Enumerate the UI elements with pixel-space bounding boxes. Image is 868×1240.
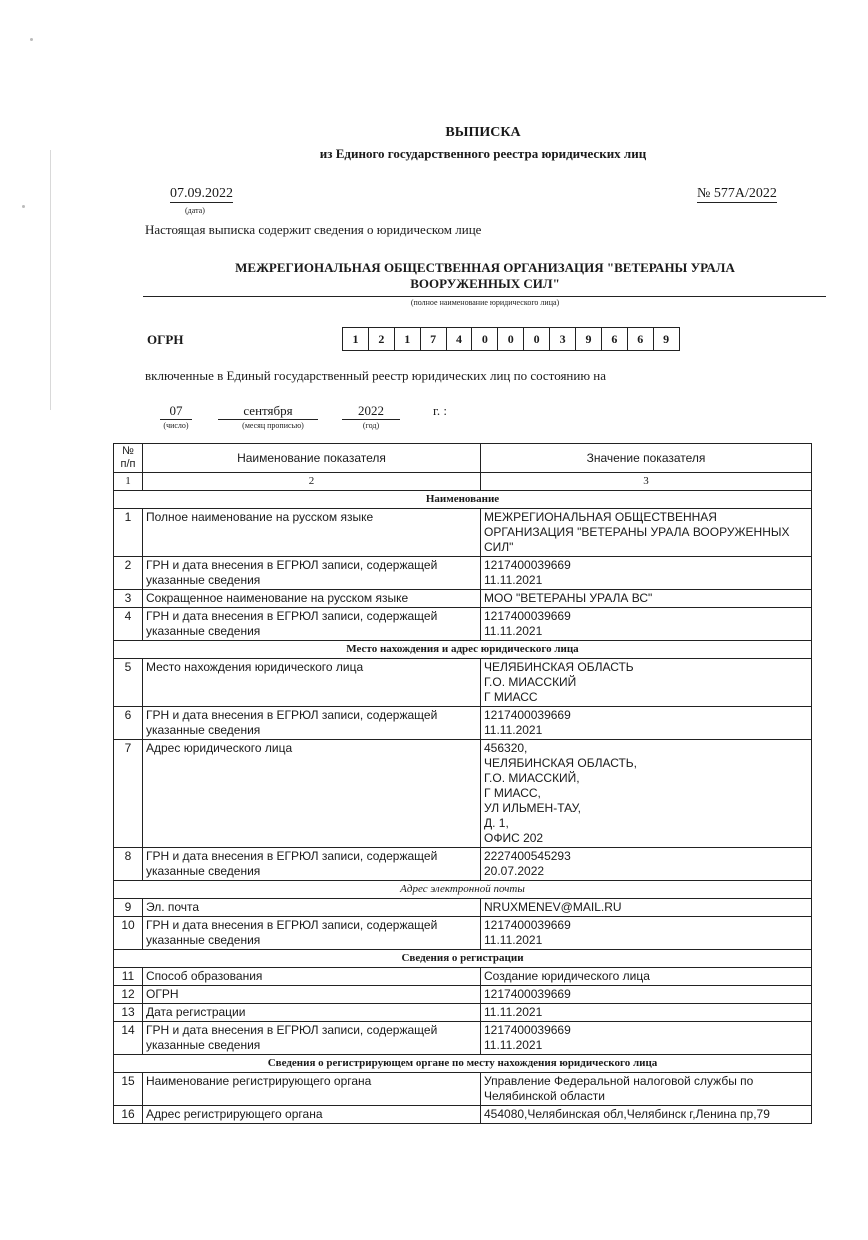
- column-index: 3: [481, 473, 812, 491]
- row-number-cell: 3: [114, 590, 143, 608]
- ogrn-digit-box: 0: [498, 327, 524, 351]
- indicator-value-cell: МОО "ВЕТЕРАНЫ УРАЛА ВС": [481, 590, 812, 608]
- indicator-name-cell: ГРН и дата внесения в ЕГРЮЛ записи, содержащей указанные сведения: [143, 917, 481, 950]
- indicator-name-cell: ГРН и дата внесения в ЕГРЮЛ записи, содержащей указанные сведения: [143, 707, 481, 740]
- table-row: [114, 659, 812, 707]
- section-title: Место нахождения и адрес юридического лица: [114, 641, 812, 659]
- section-header-row: [114, 1055, 812, 1073]
- table-row: [114, 1004, 812, 1022]
- table-row: [114, 1073, 812, 1106]
- scan-speck: [22, 205, 25, 208]
- section-title: Сведения о регистрирующем органе по месту нахождения юридического лица: [114, 1055, 812, 1073]
- row-number-cell: 9: [114, 899, 143, 917]
- ogrn-digit-box: 2: [369, 327, 395, 351]
- indicator-value-cell: 11.11.2021: [481, 1004, 812, 1022]
- state-year: 2022: [342, 403, 400, 420]
- ogrn-digit-box: 6: [602, 327, 628, 351]
- column-index: 1: [114, 473, 143, 491]
- indicator-name-cell: Место нахождения юридического лица: [143, 659, 481, 707]
- indicator-name-cell: Способ образования: [143, 968, 481, 986]
- ogrn-digit-box: 9: [576, 327, 602, 351]
- indicator-name-cell: ОГРН: [143, 986, 481, 1004]
- issue-date: 07.09.2022: [170, 186, 233, 201]
- section-header-row: [114, 881, 812, 899]
- row-number-cell: 6: [114, 707, 143, 740]
- indicator-name-cell: ГРН и дата внесения в ЕГРЮЛ записи, содержащей указанные сведения: [143, 848, 481, 881]
- document-subtitle: из Единого государственного реестра юридических лиц: [319, 146, 647, 161]
- indicator-name-cell: ГРН и дата внесения в ЕГРЮЛ записи, содержащей указанные сведения: [143, 1022, 481, 1055]
- document-number: № 577А/2022: [697, 186, 777, 201]
- state-as-of-text: включенные в Единый государственный реестр юридических лиц по состоянию на: [145, 368, 607, 383]
- ogrn-digit-box: 1: [395, 327, 421, 351]
- state-month-caption: (месяц прописью): [242, 421, 304, 430]
- indicator-value-cell: 2227400545293 20.07.2022: [481, 848, 812, 881]
- ogrn-digit-box: 9: [654, 327, 680, 351]
- section-header-row: [114, 491, 812, 509]
- table-header-row: [114, 444, 812, 473]
- row-number-cell: 13: [114, 1004, 143, 1022]
- indicator-name-cell: Полное наименование на русском языке: [143, 509, 481, 557]
- column-index: 2: [143, 473, 481, 491]
- indicator-name-cell: Эл. почта: [143, 899, 481, 917]
- table-row: [114, 968, 812, 986]
- issue-date-caption: (дата): [185, 206, 205, 215]
- indicator-value-cell: NRUXMENEV@MAIL.RU: [481, 899, 812, 917]
- indicator-name-cell: Наименование регистрирующего органа: [143, 1073, 481, 1106]
- indicator-name-cell: Адрес регистрирующего органа: [143, 1106, 481, 1124]
- ogrn-label: ОГРН: [147, 332, 184, 347]
- indicator-value-cell: Создание юридического лица: [481, 968, 812, 986]
- section-header-row: [114, 641, 812, 659]
- ogrn-digit-box: 7: [421, 327, 447, 351]
- state-year-caption: (год): [362, 421, 380, 430]
- indicator-value-cell: Управление Федеральной налоговой службы по Челябинской области: [481, 1073, 812, 1106]
- organization-name: [145, 260, 825, 292]
- table-row: [114, 509, 812, 557]
- ogrn-digit-box: 0: [524, 327, 550, 351]
- indicator-value-cell: 1217400039669 11.11.2021: [481, 917, 812, 950]
- row-number-cell: 16: [114, 1106, 143, 1124]
- state-day: 07: [160, 403, 192, 420]
- column-header-name: Наименование показателя: [143, 444, 481, 473]
- indicator-value-cell: 454080,Челябинская обл,Челябинск г,Ленина пр,79: [481, 1106, 812, 1124]
- indicator-name-cell: Адрес юридического лица: [143, 740, 481, 848]
- indicator-value-cell: 1217400039669: [481, 986, 812, 1004]
- ogrn-digit-box: 0: [472, 327, 498, 351]
- table-row: [114, 848, 812, 881]
- state-month: сентября: [218, 403, 318, 420]
- ogrn-digit-box: 1: [343, 327, 369, 351]
- table-row: [114, 986, 812, 1004]
- register-table: [113, 443, 812, 1124]
- column-header-value: Значение показателя: [481, 444, 812, 473]
- row-number-cell: 10: [114, 917, 143, 950]
- state-year-suffix: г. :: [433, 403, 447, 418]
- scan-margin-line: [50, 150, 51, 410]
- indicator-value-cell: 456320, ЧЕЛЯБИНСКАЯ ОБЛАСТЬ, Г.О. МИАССКИЙ, Г МИАСС, УЛ ИЛЬМЕН-ТАУ, Д. 1, ОФИС 202: [481, 740, 812, 848]
- section-title: Адрес электронной почты: [114, 881, 812, 899]
- row-number-cell: 7: [114, 740, 143, 848]
- ogrn-digit-box: 3: [550, 327, 576, 351]
- organization-name-caption: (полное наименование юридического лица): [410, 298, 560, 307]
- intro-text: Настоящая выписка содержит сведения о юридическом лице: [145, 222, 482, 237]
- table-row: [114, 917, 812, 950]
- row-number-cell: 4: [114, 608, 143, 641]
- table-row: [114, 608, 812, 641]
- indicator-name-cell: Дата регистрации: [143, 1004, 481, 1022]
- indicator-value-cell: 1217400039669 11.11.2021: [481, 557, 812, 590]
- table-row: [114, 707, 812, 740]
- row-number-cell: 11: [114, 968, 143, 986]
- table-row: [114, 557, 812, 590]
- table-row: [114, 740, 812, 848]
- scan-speck: [30, 38, 33, 41]
- row-number-cell: 14: [114, 1022, 143, 1055]
- indicator-value-cell: 1217400039669 11.11.2021: [481, 608, 812, 641]
- organization-name-line-1: МЕЖРЕГИОНАЛЬНАЯ ОБЩЕСТВЕННАЯ ОРГАНИЗАЦИЯ "ВЕТЕРАНЫ УРАЛА: [235, 260, 735, 275]
- table-row: [114, 899, 812, 917]
- column-header-number: № п/п: [114, 444, 143, 473]
- section-title: Сведения о регистрации: [114, 950, 812, 968]
- ogrn-digit-box: 4: [447, 327, 473, 351]
- indicator-name-cell: ГРН и дата внесения в ЕГРЮЛ записи, содержащей указанные сведения: [143, 557, 481, 590]
- section-title: Наименование: [114, 491, 812, 509]
- state-day-caption: (число): [163, 421, 189, 430]
- table-row: [114, 590, 812, 608]
- indicator-name-cell: ГРН и дата внесения в ЕГРЮЛ записи, содержащей указанные сведения: [143, 608, 481, 641]
- row-number-cell: 15: [114, 1073, 143, 1106]
- row-number-cell: 8: [114, 848, 143, 881]
- indicator-value-cell: 1217400039669 11.11.2021: [481, 1022, 812, 1055]
- row-number-cell: 12: [114, 986, 143, 1004]
- indicator-name-cell: Сокращенное наименование на русском языке: [143, 590, 481, 608]
- indicator-value-cell: 1217400039669 11.11.2021: [481, 707, 812, 740]
- document-title: ВЫПИСКА: [445, 125, 521, 140]
- section-header-row: [114, 950, 812, 968]
- table-row: [114, 1022, 812, 1055]
- ogrn-digit-boxes: [342, 327, 680, 351]
- organization-name-line-2: ВООРУЖЕННЫХ СИЛ": [410, 276, 560, 291]
- ogrn-digit-box: 6: [628, 327, 654, 351]
- row-number-cell: 2: [114, 557, 143, 590]
- indicator-value-cell: МЕЖРЕГИОНАЛЬНАЯ ОБЩЕСТВЕННАЯ ОРГАНИЗАЦИЯ "ВЕТЕРАНЫ УРАЛА ВООРУЖЕННЫХ СИЛ": [481, 509, 812, 557]
- indicator-value-cell: ЧЕЛЯБИНСКАЯ ОБЛАСТЬ Г.О. МИАССКИЙ Г МИАСС: [481, 659, 812, 707]
- table-row: [114, 1106, 812, 1124]
- row-number-cell: 1: [114, 509, 143, 557]
- row-number-cell: 5: [114, 659, 143, 707]
- organization-name-rule: [143, 296, 826, 297]
- table-index-row: [114, 473, 812, 491]
